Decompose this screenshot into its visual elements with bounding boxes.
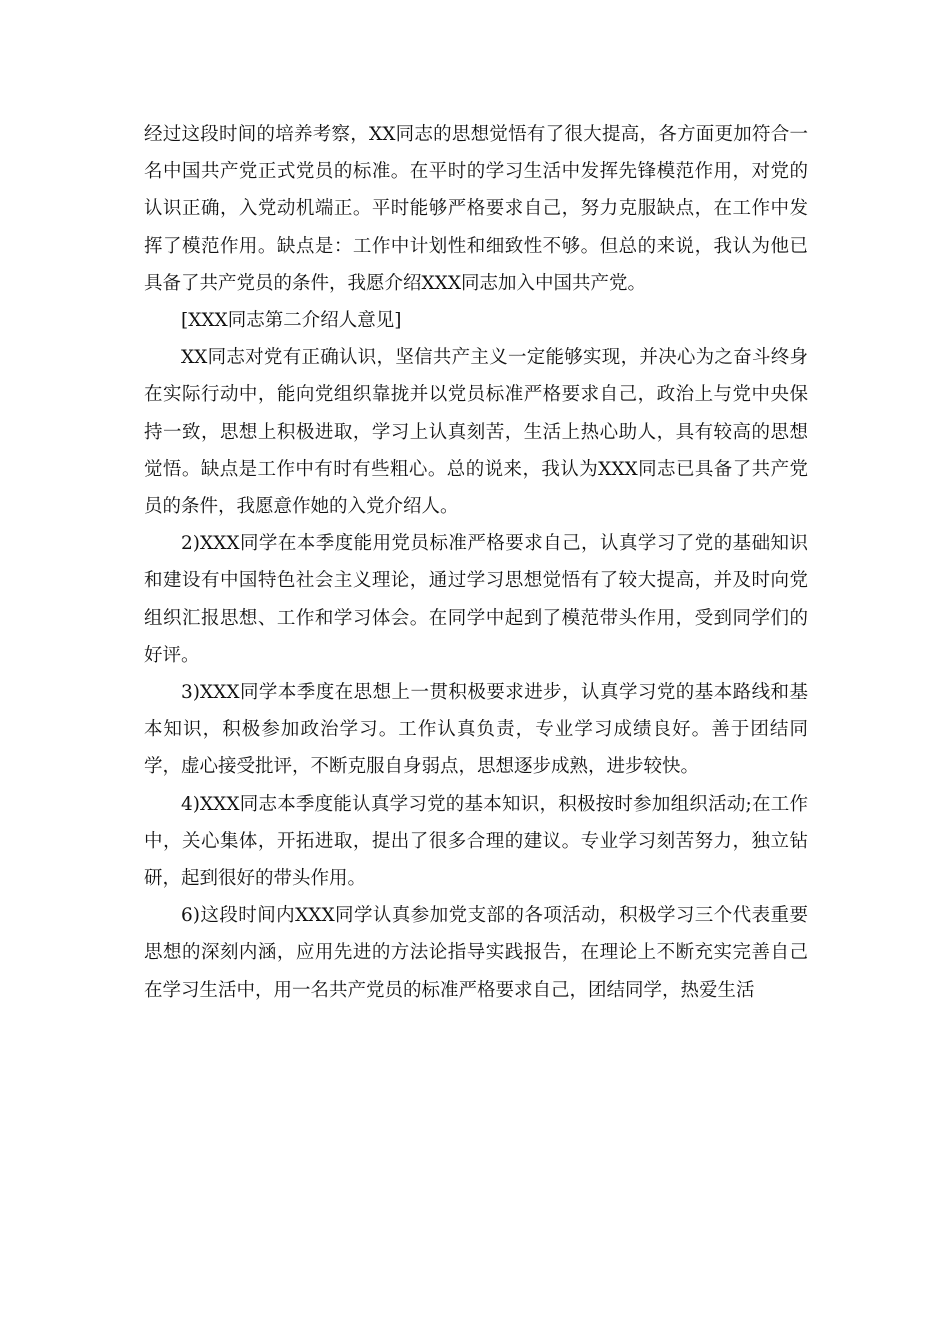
section-heading-second-introducer: [XXX同志第二介绍人意见] [181,310,402,332]
paragraph-item-3: 3)XXX同学本季度在思想上一贯积极要求进步，认真学习党的基本路线和基本知识，积极参加政治学习。工作认真负责，专业学习成绩良好。善于团结同学，虚心接受批评，不断克服自身弱点，思想逐步成熟，进步较快。 [144,682,808,778]
paragraph-second-introducer-opinion: XX同志对党有正确认识，坚信共产主义一定能够实现，并决心为之奋斗终身在实际行动中，能向党组织靠拢并以党员标准严格要求自己，政治上与党中央保持一致，思想上积极进取，学习上认真刻苦，生活上热心助人，具有较高的思想觉悟。缺点是工作中有时有些粗心。总的说来，我认为XXX同志已具备了共产党员的条件，我愿意作她的入党介绍人。 [144,347,808,518]
paragraph-item-6: 6)这段时间内XXX同学认真参加党支部的各项活动，积极学习三个代表重要思想的深刻内涵，应用先进的方法论指导实践报告，在理论上不断充实完善自己在学习生活中，用一名共产党员的标准严格要求自己，团结同学，热爱生活 [144,905,808,1001]
document-body [144,116,808,1009]
paragraph-item-4: 4)XXX同志本季度能认真学习党的基本知识，积极按时参加组织活动;在工作中，关心集体，开拓进取，提出了很多合理的建议。专业学习刻苦努力，独立钻研，起到很好的带头作用。 [144,793,808,890]
paragraph-first-introducer-opinion: 经过这段时间的培养考察，XX同志的思想觉悟有了很大提高，各方面更加符合一名中国共产党正式党员的标准。在平时的学习生活中发挥先锋模范作用，对党的认识正确，入党动机端正。平时能够严格要求自己，努力克服缺点，在工作中发挥了模范作用。缺点是：工作中计划性和细致性不够。但总的来说，我认为他已具备了共产党员的条件，我愿介绍XXX同志加入中国共产党。 [144,124,808,294]
paragraph-item-2: 2)XXX同学在本季度能用党员标准严格要求自己，认真学习了党的基础知识和建设有中国特色社会主义理论，通过学习思想觉悟有了较大提高，并及时向党组织汇报思想、工作和学习体会。在同学中起到了模范带头作用，受到同学们的好评。 [144,533,808,666]
